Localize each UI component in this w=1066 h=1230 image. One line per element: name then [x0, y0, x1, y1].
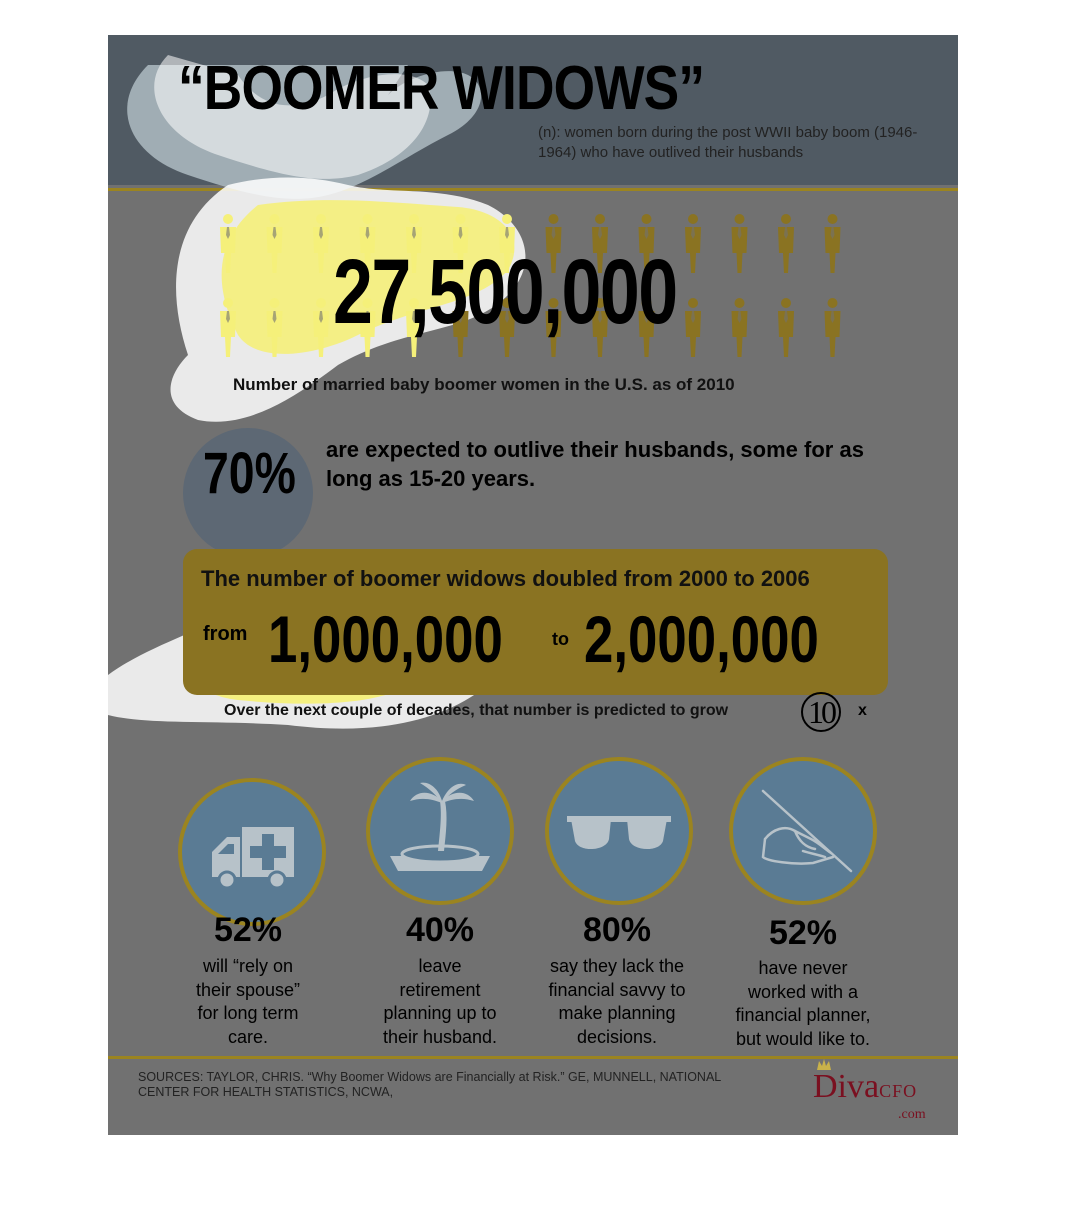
outlive-text: are expected to outlive their husbands, some for as long as 15-20 years.	[326, 437, 864, 491]
population-number: 27,500,000	[333, 241, 677, 343]
stat-circle-savvy	[545, 757, 693, 905]
stat-circle-care	[178, 778, 326, 926]
man-in-suit-icon	[313, 298, 329, 357]
man-in-suit-icon	[220, 298, 236, 357]
man-in-suit-icon	[825, 298, 841, 357]
outlive-percent: 70%	[203, 441, 296, 506]
to-label: to	[552, 629, 569, 649]
man-in-suit-icon	[313, 214, 329, 273]
man-in-suit-icon	[778, 298, 794, 357]
palm-tree-island-icon	[370, 761, 510, 901]
growth-text: Over the next couple of decades, that number is predicted to grow	[224, 702, 729, 719]
growth-suffix: x	[858, 702, 867, 719]
brand-domain: .com	[898, 1107, 926, 1122]
from-label: from	[203, 623, 248, 645]
man-in-suit-icon	[685, 214, 701, 273]
stat-description: leave retirement planning up to their husband.	[382, 956, 498, 1047]
stat-description: have never worked with a financial planner, but would like to.	[735, 958, 871, 1049]
ambulance-icon	[182, 782, 322, 922]
sunglasses-icon	[549, 761, 689, 901]
stat-value: 52%	[768, 914, 838, 952]
to-value: 2,000,000	[584, 602, 819, 676]
man-in-suit-icon	[732, 214, 748, 273]
stat-value: 80%	[582, 911, 652, 949]
sources-text: SOURCES: TAYLOR, CHRIS. “Why Boomer Widows are Financially at Risk.” GE, MUNNELL, NATIONAL CENTER FOR HEALTH STATISTICS, NCWA,	[138, 1070, 721, 1099]
stat-circle-planner	[729, 757, 877, 905]
man-in-suit-icon	[267, 214, 283, 273]
stat-description: say they lack the financial savvy to make planning decisions.	[548, 956, 686, 1047]
man-in-suit-icon	[267, 298, 283, 357]
hand-writing-icon	[733, 761, 873, 901]
from-value: 1,000,000	[268, 602, 503, 676]
stat-value: 52%	[213, 911, 283, 949]
doubled-heading: The number of boomer widows doubled from 2000 to 2006	[201, 566, 810, 591]
population-caption: Number of married baby boomer women in the U.S. as of 2010	[233, 375, 735, 394]
brand-logo[interactable]	[813, 1068, 917, 1106]
man-in-suit-icon	[825, 214, 841, 273]
man-in-suit-icon	[685, 298, 701, 357]
stat-description: will “rely on their spouse” for long term care.	[195, 956, 301, 1047]
stat-circle-retirement	[366, 757, 514, 905]
man-in-suit-icon	[732, 298, 748, 357]
stat-value: 40%	[405, 911, 475, 949]
growth-factor-badge: 10	[801, 692, 841, 732]
infographic-poster	[108, 35, 958, 1135]
man-in-suit-icon	[220, 214, 236, 273]
brand-suffix: CFO	[879, 1081, 918, 1101]
definition-text: (n): women born during the post WWII baby boom (1946-1964) who have outlived their husbands	[538, 124, 918, 161]
page-title: “BOOMER WIDOWS”	[178, 54, 705, 123]
man-in-suit-icon	[778, 214, 794, 273]
brand-name: Diva	[813, 1068, 880, 1105]
